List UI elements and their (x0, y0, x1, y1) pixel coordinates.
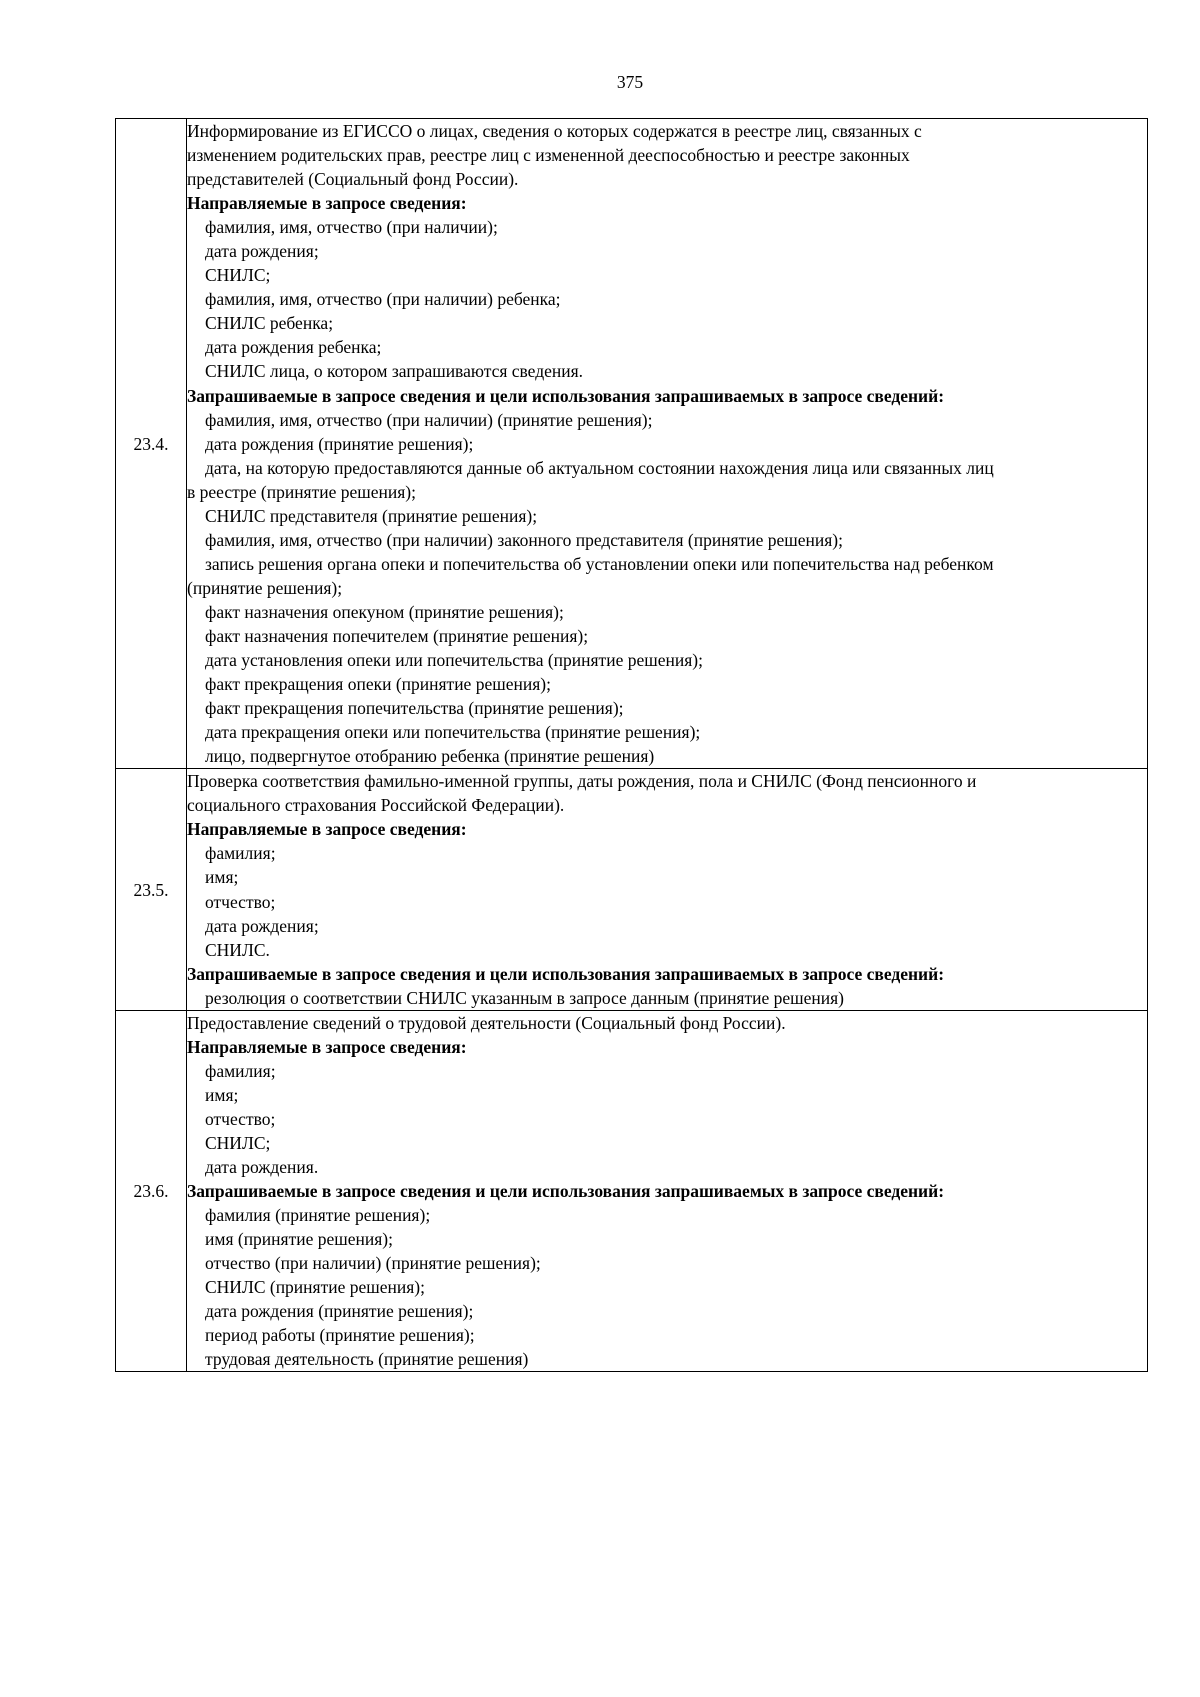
item-description (187, 119, 1148, 769)
section-heading: Запрашиваемые в запросе сведения и цели использования запрашиваемых в запросе сведений: (187, 963, 945, 984)
list-item: имя (принятие решения); (205, 1229, 393, 1250)
list-item: дата прекращения опеки или попечительства (принятие решения); (205, 722, 701, 743)
requirements-table (115, 118, 1148, 1372)
list-item: имя; (205, 1084, 239, 1105)
item-description (187, 769, 1148, 1010)
text-line: в реестре (принятие решения); (187, 481, 416, 502)
section-heading: Запрашиваемые в запросе сведения и цели использования запрашиваемых в запросе сведений: (187, 1181, 945, 1202)
list-item: СНИЛС ребенка; (205, 313, 334, 334)
list-item: факт назначения опекуном (принятие решения); (205, 601, 564, 622)
list-item: дата рождения. (205, 1157, 319, 1178)
list-item: отчество (при наличии) (принятие решения); (205, 1253, 541, 1274)
table-body (116, 119, 1148, 1372)
list-item: дата установления опеки или попечительства (принятие решения); (205, 650, 703, 671)
list-item: дата рождения (принятие решения); (205, 1301, 474, 1322)
list-item: фамилия, имя, отчество (при наличии) законного представителя (принятие решения); (205, 529, 843, 550)
list-item: дата рождения; (205, 241, 319, 262)
list-item: факт прекращения попечительства (принятие решения); (205, 698, 624, 719)
list-item: СНИЛС лица, о котором запрашиваются сведения. (205, 361, 584, 382)
text-line: Информирование из ЕГИССО о лицах, сведения о которых содержатся в реестре лиц, связанных с (187, 121, 922, 141)
list-item: дата рождения; (205, 915, 319, 936)
text-line: Проверка соответствия фамильно-именной группы, даты рождения, пола и СНИЛС (Фонд пенсионного и (187, 771, 977, 792)
list-item: дата рождения ребенка; (205, 337, 382, 358)
section-heading: Запрашиваемые в запросе сведения и цели использования запрашиваемых в запросе сведений: (187, 385, 945, 406)
list-item: резолюция о соответствии СНИЛС указанным в запросе данным (принятие решения) (205, 987, 845, 1008)
text-line: (принятие решения); (187, 577, 343, 598)
list-item: дата рождения (принятие решения); (205, 433, 474, 454)
item-number: 23.4. (116, 119, 187, 769)
page-number: 375 (616, 72, 644, 92)
table-row (116, 119, 1148, 769)
section-heading: Направляемые в запросе сведения: (187, 1036, 467, 1057)
list-item: имя; (205, 867, 239, 888)
text-line: социального страхования Российской Федерации). (187, 795, 565, 816)
list-item: СНИЛС; (205, 265, 271, 286)
list-item: фамилия, имя, отчество (при наличии) ребенка; (205, 289, 561, 310)
section-heading: Направляемые в запросе сведения: (187, 819, 467, 840)
list-item: трудовая деятельность (принятие решения) (205, 1349, 529, 1370)
text-line: Предоставление сведений о трудовой деятельности (Социальный фонд России). (187, 1012, 786, 1033)
item-number: 23.5. (116, 769, 187, 1010)
text-line: изменением родительских прав, реестре лиц с измененной дееспособностью и реестре законных (187, 145, 910, 166)
list-item: фамилия; (205, 843, 276, 864)
list-item: СНИЛС. (205, 939, 270, 960)
list-item: период работы (принятие решения); (205, 1325, 475, 1346)
list-item: лицо, подвергнутое отобранию ребенка (принятие решения) (205, 746, 655, 767)
section-heading: Направляемые в запросе сведения: (187, 193, 467, 214)
list-item: фамилия; (205, 1060, 276, 1081)
list-item: СНИЛС представителя (принятие решения); (205, 505, 538, 526)
list-item: фамилия, имя, отчество (при наличии) (принятие решения); (205, 409, 653, 430)
table-row (116, 769, 1148, 1010)
list-item: запись решения органа опеки и попечительства об установлении опеки или попечительства над ребенком (205, 553, 994, 574)
item-description (187, 1010, 1148, 1372)
list-item: отчество; (205, 891, 276, 912)
item-number: 23.6. (116, 1010, 187, 1372)
list-item: СНИЛС; (205, 1132, 271, 1153)
list-item: фамилия (принятие решения); (205, 1205, 431, 1226)
list-item: дата, на которую предоставляются данные об актуальном состоянии нахождения лица или связанных лиц (205, 457, 994, 478)
list-item: факт прекращения опеки (принятие решения); (205, 674, 551, 695)
list-item: отчество; (205, 1108, 276, 1129)
list-item: фамилия, имя, отчество (при наличии); (205, 217, 498, 238)
list-item: факт назначения попечителем (принятие решения); (205, 625, 589, 646)
text-line: представителей (Социальный фонд России). (187, 169, 519, 190)
table-row (116, 1010, 1148, 1372)
list-item: СНИЛС (принятие решения); (205, 1277, 425, 1298)
